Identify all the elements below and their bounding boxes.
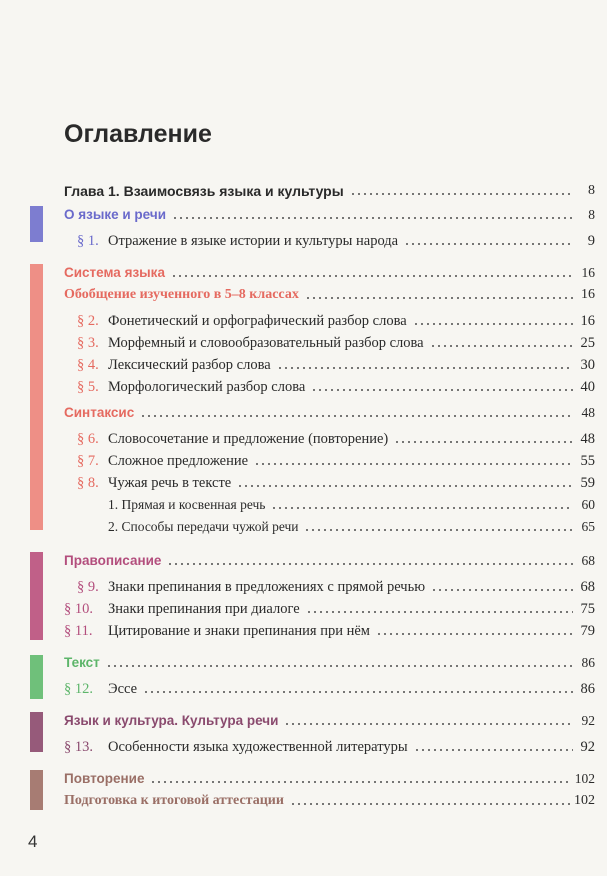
toc-num: § 1. [77,233,99,249]
toc-page: 48 [580,431,595,447]
toc-page: 8 [588,183,595,198]
toc-page: 92 [581,713,595,728]
section-bar-brown [30,770,43,810]
toc-label: Морфологический разбор слова [108,379,306,395]
toc-paragraph-11[interactable] [64,620,595,640]
leader-dots [376,625,573,637]
page-number: 4 [28,832,38,851]
toc-num: § 8. [77,475,99,491]
toc-page: 30 [580,357,595,373]
toc-paragraph-4[interactable] [64,354,595,374]
toc-label: О языке и речи [64,207,166,222]
toc-num: § 4. [77,357,99,373]
toc-paragraph-13[interactable] [64,736,595,756]
toc-label: 1. Прямая и косвенная речь [108,497,266,512]
toc-page: 16 [580,313,595,329]
toc-label: Эссе [108,681,138,697]
toc-label: Синтаксис [64,405,135,420]
toc-section-repeat[interactable] [64,768,595,788]
toc-subitem-8-2[interactable] [64,516,595,536]
toc-chapter-1[interactable] [64,180,595,200]
toc-page: 16 [581,287,595,302]
leader-dots [306,603,573,615]
toc-label: Подготовка к итоговой аттестации [64,793,284,808]
toc-label: Отражение в языке истории и культуры народа [108,233,399,249]
toc-paragraph-7[interactable] [64,450,595,470]
toc-num: § 7. [77,453,99,469]
toc-num: § 10. [64,601,93,617]
toc-page: 8 [588,207,595,222]
section-bar-violet [30,712,43,752]
toc-label: Фонетический и орфографический разбор слова [108,313,407,329]
leader-dots [311,381,573,393]
leader-dots [271,499,573,511]
toc-paragraph-8[interactable] [64,472,595,492]
toc-page: 92 [580,739,595,755]
toc-num: § 11. [64,623,93,639]
toc-label: Цитирование и знаки препинания при нём [108,623,370,639]
leader-dots [254,455,573,467]
toc-num: § 13. [64,739,93,755]
leader-dots [277,359,573,371]
toc-page: 102 [574,793,595,808]
leader-dots [143,683,573,695]
toc-label: Глава 1. Взаимосвязь языка и культуры [64,183,344,199]
toc-paragraph-5[interactable] [64,376,595,396]
toc-paragraph-1[interactable] [64,230,595,250]
leader-dots [304,521,573,533]
toc-paragraph-2[interactable] [64,310,595,330]
toc-page: 48 [581,405,595,420]
toc-section-culture[interactable] [64,710,595,730]
toc-label: Морфемный и словообразовательный разбор слова [108,335,424,351]
leader-dots [171,267,573,279]
leader-dots [167,555,573,567]
toc-page: 59 [580,475,595,491]
toc-section-spelling[interactable] [64,550,595,570]
toc-label: Повторение [64,771,145,786]
toc-page: 79 [580,623,595,639]
toc-page: 25 [580,335,595,351]
leader-dots [172,209,573,221]
toc-label: Язык и культура. Культура речи [64,713,279,728]
page-title: Оглавление [64,120,212,148]
toc-section-exam[interactable] [64,790,595,810]
toc-label: Особенности языка художественной литературы [108,739,408,755]
toc-page: 68 [580,579,595,595]
section-bar-red [30,264,43,530]
toc-page: 102 [574,771,595,786]
toc-page: 65 [581,519,595,534]
show-through-text [230,70,234,86]
leader-dots [430,337,573,349]
toc-paragraph-12[interactable] [64,678,595,698]
toc-section-text[interactable] [64,652,595,672]
leader-dots [150,773,570,785]
leader-dots [290,795,570,807]
toc-label: Текст [64,655,100,670]
toc-num: § 9. [77,579,99,595]
toc-num: § 12. [64,681,93,697]
toc-page: 60 [581,497,595,512]
toc-paragraph-6[interactable] [64,428,595,448]
toc-page: 86 [581,655,595,670]
leader-dots [106,657,573,669]
toc-subsection-review[interactable] [64,284,595,304]
toc-section-system[interactable] [64,262,595,282]
toc-label: Обобщение изученного в 5–8 классах [64,287,299,302]
toc-page: 16 [581,265,595,280]
leader-dots [350,185,573,197]
toc-page: 40 [580,379,595,395]
toc-paragraph-9[interactable] [64,576,595,596]
section-bar-green [30,655,43,699]
toc-label: Правописание [64,553,162,568]
toc-page: 55 [580,453,595,469]
toc-label: Знаки препинания в предложениях с прямой речью [108,579,426,595]
toc-section-syntax[interactable] [64,402,595,422]
toc-page: 68 [581,553,595,568]
toc-label: Лексический разбор слова [108,357,271,373]
leader-dots [431,581,573,593]
toc-subitem-8-1[interactable] [64,494,595,514]
toc-label: Знаки препинания при диалоге [108,601,300,617]
leader-dots [413,315,573,327]
section-bar-blue [30,206,43,242]
toc-num: § 3. [77,335,99,351]
toc-paragraph-10[interactable] [64,598,595,618]
toc-page: 86 [580,681,595,697]
toc-num: § 5. [77,379,99,395]
leader-dots [140,407,573,419]
toc-label: Сложное предложение [108,453,249,469]
leader-dots [394,433,573,445]
leader-dots [237,477,573,489]
toc-num: § 2. [77,313,99,329]
toc-section-lang-speech[interactable] [64,204,595,224]
leader-dots [404,235,573,247]
section-bar-purple [30,552,43,640]
leader-dots [414,741,573,753]
toc-paragraph-3[interactable] [64,332,595,352]
toc-label: Словосочетание и предложение (повторение) [108,431,389,447]
leader-dots [305,289,573,301]
toc-page: 9 [587,233,595,249]
leader-dots [284,715,573,727]
toc-label: 2. Способы передачи чужой речи [108,519,299,534]
toc-label: Система языка [64,265,165,280]
toc-label: Чужая речь в тексте [108,475,232,491]
toc-page: 75 [580,601,595,617]
toc-num: § 6. [77,431,99,447]
